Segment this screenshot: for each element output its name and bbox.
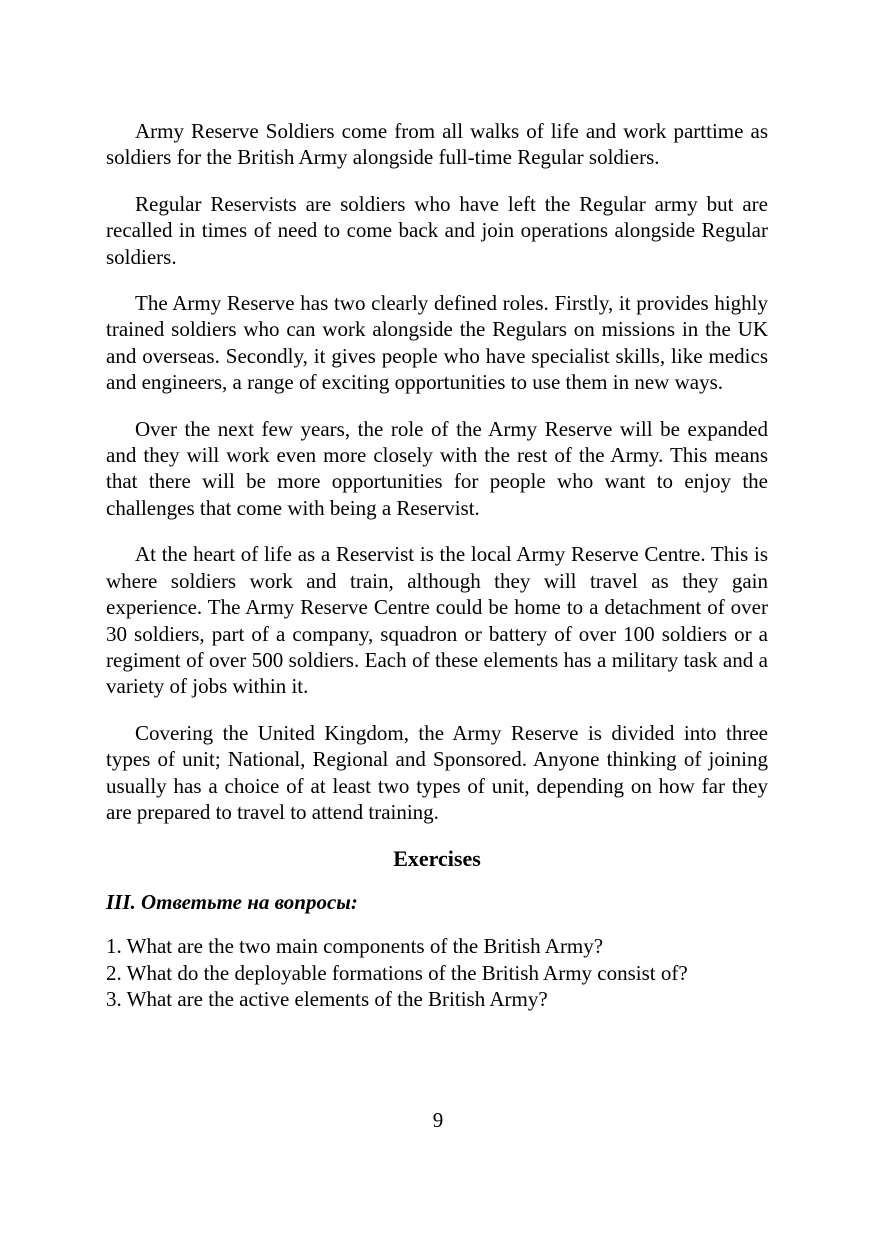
paragraph-regular-reservists: Regular Reservists are soldiers who have left the Regular army but are recalled in times of need to come back and join operations alongside Regular soldiers. [106, 191, 768, 269]
question-item: 3. What are the active elements of the British Army? [106, 987, 548, 1012]
question-item: 2. What do the deployable formations of the British Army consist of? [106, 960, 688, 985]
question-item: 1. What are the two main components of the British Army? [106, 934, 604, 959]
paragraph-army-reserve-centre: At the heart of life as a Reservist is the local Army Reserve Centre. This is where soldiers work and train, although they will travel as they gain experience. The Army Reserve Centre could be home to a detachment of over 30 soldiers, part of a company, squadron or battery of over 100 soldiers or a regiment of over 500 soldiers. Each of these elements has a military task and a variety of jobs within it. [106, 542, 768, 699]
paragraph-army-reserve-expansion: Over the next few years, the role of the Army Reserve will be expanded and they will work even more closely with the rest of the Army. This means that there will be more opportunities for people who want to enjoy the challenges that come with being a Reservist. [106, 416, 768, 520]
paragraph-army-reserve-roles: The Army Reserve has two clearly defined roles. Firstly, it provides highly trained soldiers who can work alongside the Regulars on missions in the UK and overseas. Secondly, it gives people who have specialist skills, like medics and engineers, a range of exciting opportunities to use them in new ways. [106, 291, 768, 395]
page-number: 9 [432, 1108, 444, 1132]
exercises-heading: Exercises [393, 846, 481, 872]
questions-list [106, 933, 768, 1012]
page-content [106, 118, 768, 1013]
paragraph-unit-types: Covering the United Kingdom, the Army Reserve is divided into three types of unit; National, Regional and Sponsored. Anyone thinking of joining usually has a choice of at least two types of unit, depending on how far they are prepared to travel to attend training. [106, 720, 768, 824]
exercises-subheading: III. Ответьте на вопросы: [106, 890, 358, 915]
paragraph-army-reserve-soldiers: Army Reserve Soldiers come from all walks of life and work parttime as soldiers for the British Army alongside full-time Regular soldiers. [106, 119, 768, 170]
